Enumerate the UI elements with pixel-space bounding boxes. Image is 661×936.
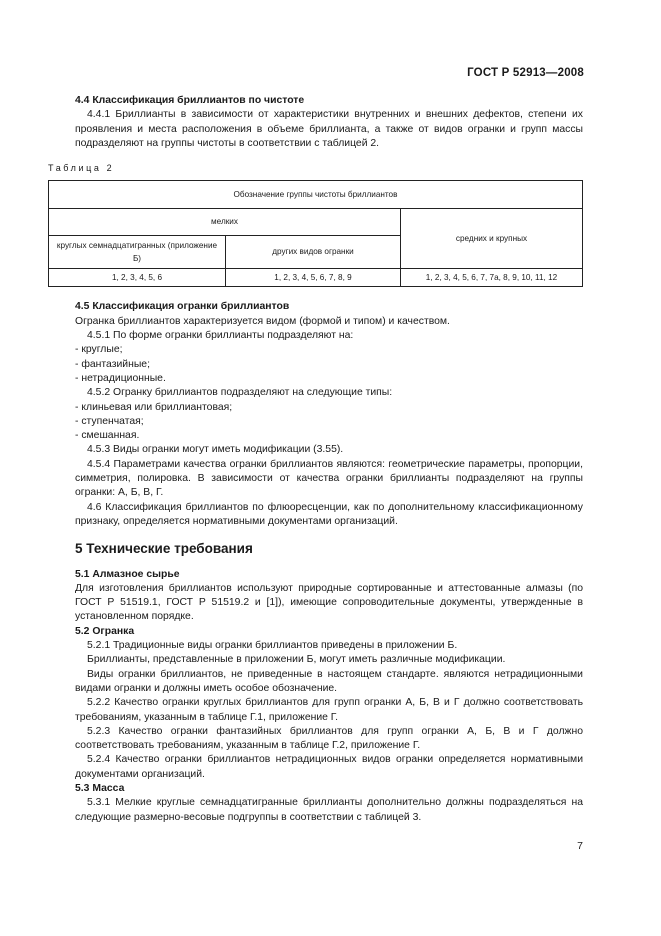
heading-5-1: 5.1 Алмазное сырье bbox=[75, 568, 180, 580]
paragraph-5-2-4: 5.2.4 Качество огранки бриллиантов нетрадиционных видов огранки определяется нормативными документами организаций. bbox=[75, 754, 583, 780]
table-caption: Таблица 2 bbox=[48, 163, 115, 174]
heading-4-4: 4.4 Классификация бриллиантов по чистоте bbox=[75, 95, 305, 106]
list-item: - круглые; bbox=[75, 344, 123, 356]
paragraph-4-6: 4.6 Классификация бриллиантов по флюоресценции, как по дополнительному классификационному признаку, определяется нормативными документами организаций. bbox=[75, 501, 583, 527]
paragraph-5-2-3: 5.2.3 Качество огранки фантазийных бриллиантов для групп огранки А, Б, В и Г должно соответствовать требованиям, указанным в таблице Г.2, приложение Г. bbox=[75, 725, 583, 752]
paragraph-4-5-1: 4.5.1 По форме огранки бриллианты подразделяют на: bbox=[87, 330, 354, 342]
table-header-medium-large: средних и крупных bbox=[401, 209, 583, 269]
heading-4-5: 4.5 Классификация огранки бриллиантов bbox=[75, 301, 290, 313]
table-cell-medium-large: 1, 2, 3, 4, 5, 6, 7, 7а, 8, 9, 10, 11, 12 bbox=[401, 269, 583, 287]
table-header-other: других видов огранки bbox=[226, 236, 401, 269]
paragraph-4-5-2: 4.5.2 Огранку бриллиантов подразделяют на следующие типы: bbox=[87, 387, 393, 399]
paragraph-5-2-2: 5.2.2 Качество огранки круглых бриллиантов для групп огранки А, Б, В и Г должно соответствовать требованиям, указанным в таблице Г.1, приложение Г. bbox=[75, 697, 583, 723]
table-cell-other: 1, 2, 3, 4, 5, 6, 7, 8, 9 bbox=[226, 269, 401, 287]
paragraph-4-4-1: 4.4.1 Бриллианты в зависимости от характеристики внутренних и внешних дефектов, степени их проявления и места расположения в объеме бриллианта, а также от видов огранки и групп массы подразделяют на группы чистоты в соответствии с таблицей 2. bbox=[75, 109, 583, 149]
heading-5-3: 5.3 Масса bbox=[75, 782, 125, 794]
paragraph-5-2-1b: Бриллианты, представленные в приложении Б, могут иметь различные модификации. bbox=[87, 654, 506, 666]
list-item: - клиньевая или бриллиантовая; bbox=[75, 401, 233, 413]
document-code: ГОСТ Р 52913—2008 bbox=[467, 67, 584, 79]
page-content bbox=[48, 94, 583, 825]
table-title-cell: Обозначение группы чистоты бриллиантов bbox=[49, 181, 583, 209]
list-item: - фантазийные; bbox=[75, 358, 150, 370]
section-5-heading: 5 Технические требования bbox=[75, 541, 253, 557]
list-item: - смешанная. bbox=[75, 430, 140, 442]
paragraph-4-5-3: 4.5.3 Виды огранки могут иметь модификации (3.55). bbox=[87, 444, 344, 456]
list-item: - нетрадиционные. bbox=[75, 372, 166, 384]
paragraph-5-3-1: 5.3.1 Мелкие круглые семнадцатигранные бриллианты дополнительно должны подразделяться на следующие размерно-весовые подгруппы в соответствии с таблицей 3. bbox=[75, 797, 583, 823]
table-2 bbox=[48, 180, 583, 287]
list-item: - ступенчатая; bbox=[75, 415, 144, 427]
table-cell-round: 1, 2, 3, 4, 5, 6 bbox=[49, 269, 226, 287]
page-number: 7 bbox=[577, 840, 583, 852]
paragraph-5-2-1c: Виды огранки бриллиантов, не приведенные в настоящем стандарте. являются нетрадиционными видами огранки и должны иметь особое обозначение. bbox=[75, 668, 583, 694]
paragraph-5-2-1: 5.2.1 Традиционные виды огранки бриллиантов приведены в приложении Б. bbox=[87, 640, 458, 652]
paragraph-4-5-4: 4.5.4 Параметрами качества огранки бриллиантов являются: геометрические параметры, пропорции, симметрия, полировка. В зависимости от качества огранки бриллианты подразделяют на группы огранки: А, Б, В, Г. bbox=[75, 458, 583, 499]
paragraph-4-5-intro: Огранка бриллиантов характеризуется видом (формой и типом) и качеством. bbox=[75, 315, 450, 327]
table-header-small: мелких bbox=[49, 209, 401, 236]
paragraph-5-1: Для изготовления бриллиантов используют природные сортированные и аттестованные алмазы (по ГОСТ Р 51519.1, ГОСТ Р 51519.2 и [1]), имеющие сопроводительные документы, утвержденные в установленном порядке. bbox=[75, 582, 583, 623]
heading-5-2: 5.2 Огранка bbox=[75, 625, 135, 637]
table-header-round: круглых семнадцатигранных (приложение Б) bbox=[49, 236, 226, 269]
